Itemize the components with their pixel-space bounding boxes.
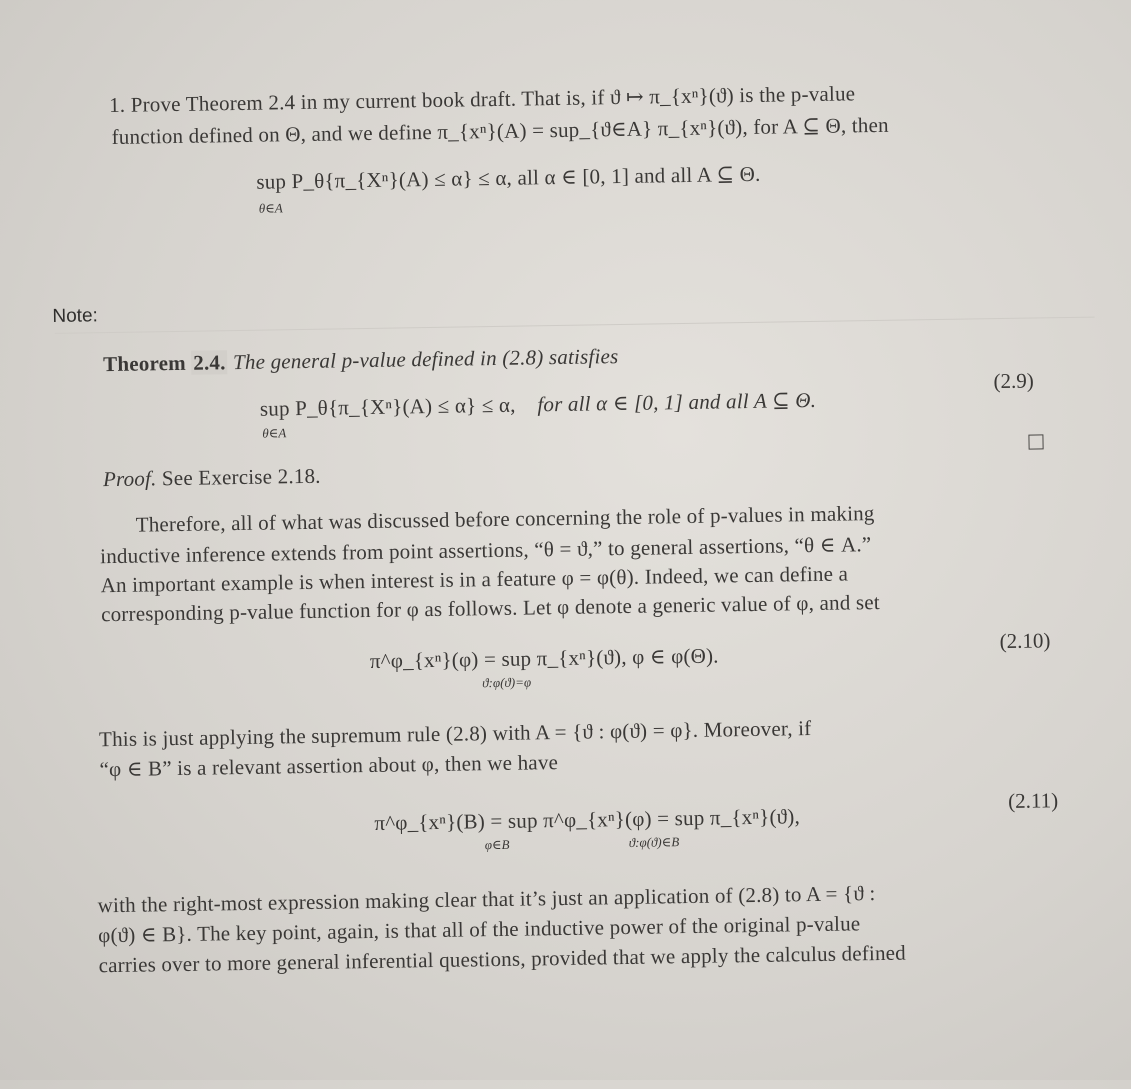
theorem-number: 2.4. <box>193 350 226 375</box>
theorem-equation <box>260 388 817 422</box>
paragraph1-line-4: corresponding p-value function for φ as follows. Let φ denote a generic value of φ, and set <box>100 589 881 627</box>
equation-2-11: π^φ_{xⁿ}(B) = sup π^φ_{xⁿ}(φ) = sup π_{xⁿ}(ϑ), <box>374 804 801 835</box>
paragraph3-line-1: with the right-most expression making clear that it’s just an application of (2.8) to A = {ϑ : <box>97 881 876 918</box>
divider <box>55 317 1095 334</box>
equation-2-10: π^φ_{xⁿ}(φ) = sup π_{xⁿ}(ϑ), φ ∈ φ(Θ). <box>369 643 719 673</box>
paragraph1-line-3: An important example is when interest is in a feature φ = φ(θ). Indeed, we can define a <box>100 561 849 598</box>
paragraph1-line-1: Therefore, all of what was discussed before concerning the role of p-values in making <box>135 501 875 537</box>
paragraph2-line-2: “φ ∈ B” is a relevant assertion about φ, then we have <box>99 750 559 782</box>
paragraph3-line-2: φ(ϑ) ∈ B}. The key point, again, is that all of the inductive power of the original p-value <box>97 911 861 948</box>
theorem-head: Theorem <box>102 350 187 377</box>
paragraph2-line-1: This is just applying the supremum rule (2.8) with A = {ϑ : φ(ϑ) = φ}. Moreover, if <box>98 716 812 752</box>
equation-number-2-10: (2.10) <box>999 628 1051 654</box>
theorem-equation-subscript: θ∈A <box>262 425 287 441</box>
proof-text: See Exercise 2.18. <box>161 463 321 491</box>
equation-2-11-subscript-2: ϑ:φ(ϑ)∈B <box>628 834 680 850</box>
note-label: Note: <box>52 305 99 327</box>
equation-2-10-subscript: ϑ:φ(ϑ)=φ <box>482 674 532 691</box>
paragraph1-line-2: inductive inference extends from point assertions, “θ = ϑ,” to general assertions, “θ ∈ A.” <box>100 532 872 569</box>
proof-line <box>103 464 321 492</box>
theorem-text: The general p-value defined in (2.8) satisfies <box>232 344 619 375</box>
exercise-equation-subscript: θ∈A <box>258 200 283 216</box>
exercise-line-2: function defined on Θ, and we define π_{xⁿ}(A) = sup_{ϑ∈A} π_{xⁿ}(ϑ), for A ⊆ Θ, then <box>111 112 889 149</box>
theorem-statement <box>103 344 619 377</box>
paragraph3-line-3: carries over to more general inferential questions, provided that we apply the calculus defined <box>98 940 907 978</box>
exercise-line-1: 1. Prove Theorem 2.4 in my current book draft. That is, if ϑ ↦ π_{xⁿ}(ϑ) is the p-value <box>108 81 856 118</box>
proof-label: Proof. <box>102 466 157 492</box>
exercise-equation: sup P_θ{π_{Xⁿ}(A) ≤ α} ≤ α, all α ∈ [0, 1] and all A ⊆ Θ. <box>256 161 761 194</box>
equation-number-2-9: (2.9) <box>993 368 1034 394</box>
equation-number-2-11: (2.11) <box>1007 788 1059 813</box>
theorem-equation-main: sup P_θ{π_{Xⁿ}(A) ≤ α} ≤ α, <box>259 392 516 421</box>
equation-2-11-subscript-1: φ∈B <box>484 836 510 853</box>
qed-box-icon <box>1028 434 1043 449</box>
theorem-equation-tail: for all α ∈ [0, 1] and all A ⊆ Θ. <box>537 387 817 417</box>
